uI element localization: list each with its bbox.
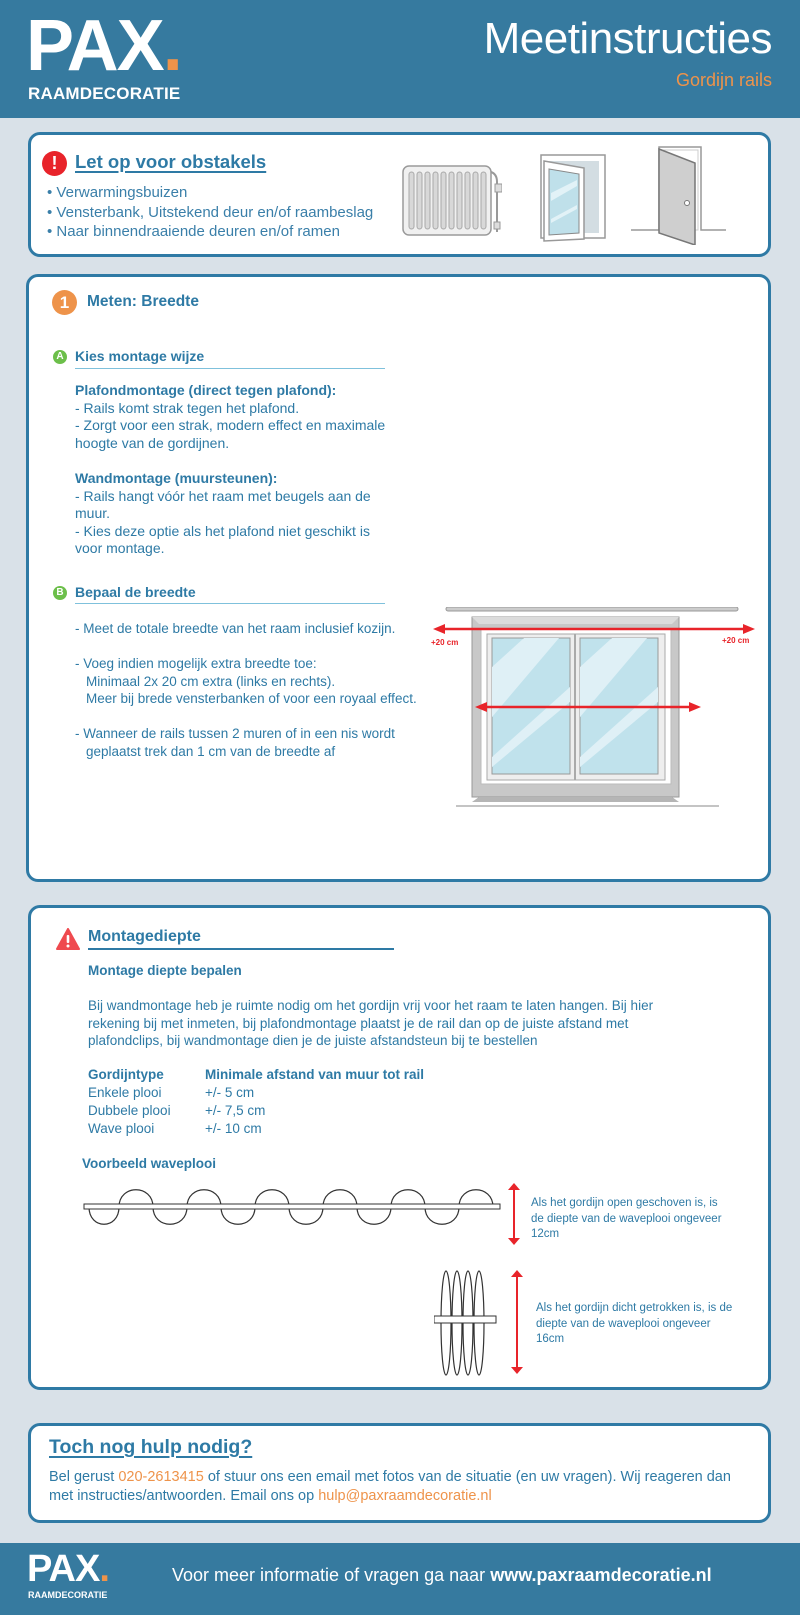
step-title: Meten: Breedte [87, 293, 199, 310]
radiator-illustration [402, 162, 502, 240]
logo-dot: . [162, 6, 181, 86]
logo-subtitle: RAAMDECORATIE [28, 84, 181, 103]
obstacles-list [47, 183, 373, 242]
width-instruction-line: Minimaal 2x 20 cm extra (links en rechts). [86, 673, 336, 689]
open-depth-note [531, 1196, 751, 1243]
header-min-distance: Minimale afstand van muur tot rail [205, 1067, 425, 1082]
note-line: 16cm [536, 1333, 565, 1345]
wave-example-title: Voorbeeld waveplooi [82, 1156, 217, 1171]
cell-min-distance: +/- 5 cm [205, 1085, 255, 1100]
section-a-divider [75, 368, 385, 369]
page-subtitle: Gordijn rails [675, 70, 772, 90]
help-title: Toch nog hulp nodig? [49, 1436, 253, 1458]
wall-mount-title: Wandmontage (muursteunen): [75, 470, 278, 486]
paragraph-line: plafondclips, bij wandmontage dien je de juiste afstandsteun bij te bestellen [88, 1033, 538, 1048]
open-window-illustration [539, 153, 609, 243]
list-item: • Naar binnendraaiende deuren en/of ramen [47, 223, 340, 240]
email-link[interactable]: hulp@paxraamdecoratie.nl [318, 1488, 492, 1504]
page-header [0, 0, 800, 118]
ceiling-mount-title: Plafondmontage (direct tegen plafond): [75, 382, 337, 398]
note-line: de diepte van de waveplooi ongeveer [531, 1212, 722, 1225]
footer-logo-text: PAX [27, 1548, 100, 1590]
help-card [28, 1423, 771, 1523]
footer-info [172, 1565, 712, 1586]
section-a-title: Kies montage wijze [75, 348, 205, 364]
left-extra-label: +20 cm [431, 638, 459, 647]
depth-arrow-open [507, 1183, 521, 1245]
window-width-diagram [429, 607, 759, 807]
page-footer [0, 1543, 800, 1615]
open-door-illustration [631, 145, 741, 245]
width-instruction-line: Meer bij brede vensterbanken of voor een royaal effect. [86, 691, 417, 706]
right-extra-label: +20 cm [722, 636, 750, 645]
ceiling-mount-line: - Zorgt voor een strak, modern effect en maximale hoogte van de gordijnen. [75, 417, 386, 451]
depth-subtitle: Montage diepte bepalen [88, 963, 242, 978]
header-curtain-type: Gordijntype [88, 1067, 164, 1082]
section-a-badge: A [53, 350, 67, 364]
cell-curtain-type: Wave plooi [88, 1121, 155, 1136]
wall-mount-line: - Kies deze optie als het plafond niet geschikt is voor montage. [75, 522, 370, 556]
note-line: Als het gordijn open geschoven is, is [531, 1197, 718, 1209]
wall-mount-line: - Rails hangt vóór het raam met beugels aan de muur. [75, 487, 371, 521]
section-b-divider [75, 603, 385, 604]
obstacles-title: Let op voor obstakels [75, 151, 267, 172]
step-number-badge: 1 [52, 290, 77, 315]
wall-mount-info [75, 470, 375, 558]
width-instruction-line: - Wanneer de rails tussen 2 muren of in een nis wordt [75, 726, 395, 741]
help-text-part: Bel gerust [49, 1469, 119, 1485]
website-link[interactable]: www.paxraamdecoratie.nl [490, 1565, 712, 1585]
ceiling-mount-info [75, 382, 395, 452]
phone-link[interactable]: 020-2613415 [118, 1469, 204, 1485]
note-line: diepte van de waveplooi ongeveer [536, 1317, 711, 1330]
width-instruction-line: geplaatst trek dan 1 cm van de breedte af [86, 743, 336, 759]
width-instruction-line: - Voeg indien mogelijk extra breedte toe: [75, 656, 317, 671]
mounting-depth-card [28, 905, 771, 1390]
closed-depth-note [536, 1301, 766, 1348]
footer-logo-subtitle: RAAMDECORATIE [28, 1590, 108, 1600]
cell-curtain-type: Dubbele plooi [88, 1103, 171, 1118]
depth-paragraph [88, 997, 728, 1050]
list-item: • Verwarmingsbuizen [47, 184, 188, 201]
footer-logo-dot: . [99, 1548, 109, 1590]
width-instruction-line: - Meet de totale breedte van het raam inclusief kozijn. [75, 621, 396, 636]
depth-title-underline [88, 948, 394, 950]
depth-arrow-closed [510, 1270, 524, 1374]
wave-open-diagram [83, 1180, 503, 1232]
paragraph-line: rekening bij met inmeten, bij plafondmontage plaatst je de rail dan op de juiste afstand met [88, 1015, 629, 1031]
paragraph-line: Bij wandmontage heb je ruimte nodig om het gordijn vrij voor het raam te laten hangen. Bij hier [88, 998, 654, 1013]
footer-info-text: Voor meer informatie of vragen ga naar [172, 1565, 491, 1585]
cell-min-distance: +/- 7,5 cm [205, 1103, 266, 1118]
cell-curtain-type: Enkele plooi [88, 1085, 162, 1100]
depth-title: Montagediepte [88, 928, 201, 945]
exclamation-icon: ! [42, 151, 67, 176]
section-b-badge: B [53, 586, 67, 600]
obstacles-card [28, 132, 771, 257]
help-text [49, 1468, 759, 1506]
footer-logo[interactable] [27, 1547, 109, 1591]
width-instructions [75, 620, 435, 760]
brand-logo[interactable] [26, 6, 181, 86]
help-text-part: of stuur ons een email met fotos van de situatie (en uw vragen). Wij reageren dan [203, 1469, 731, 1485]
section-b-title: Bepaal de breedte [75, 584, 196, 600]
wave-closed-diagram [434, 1268, 504, 1378]
help-text-part: met instructies/antwoorden. Email ons op [49, 1488, 319, 1504]
list-item: • Vensterbank, Uitstekend deur en/of raambeslag [47, 203, 374, 221]
note-line: 12cm [531, 1228, 560, 1240]
ceiling-mount-line: - Rails komt strak tegen het plafond. [75, 399, 300, 416]
page-title: Meetinstructies [483, 14, 772, 63]
note-line: Als het gordijn dicht getrokken is, is de [536, 1302, 733, 1314]
width-measurement-card [26, 274, 771, 882]
logo-text: PAX [26, 6, 163, 86]
warning-triangle-icon [56, 928, 80, 950]
cell-min-distance: +/- 10 cm [205, 1121, 262, 1136]
